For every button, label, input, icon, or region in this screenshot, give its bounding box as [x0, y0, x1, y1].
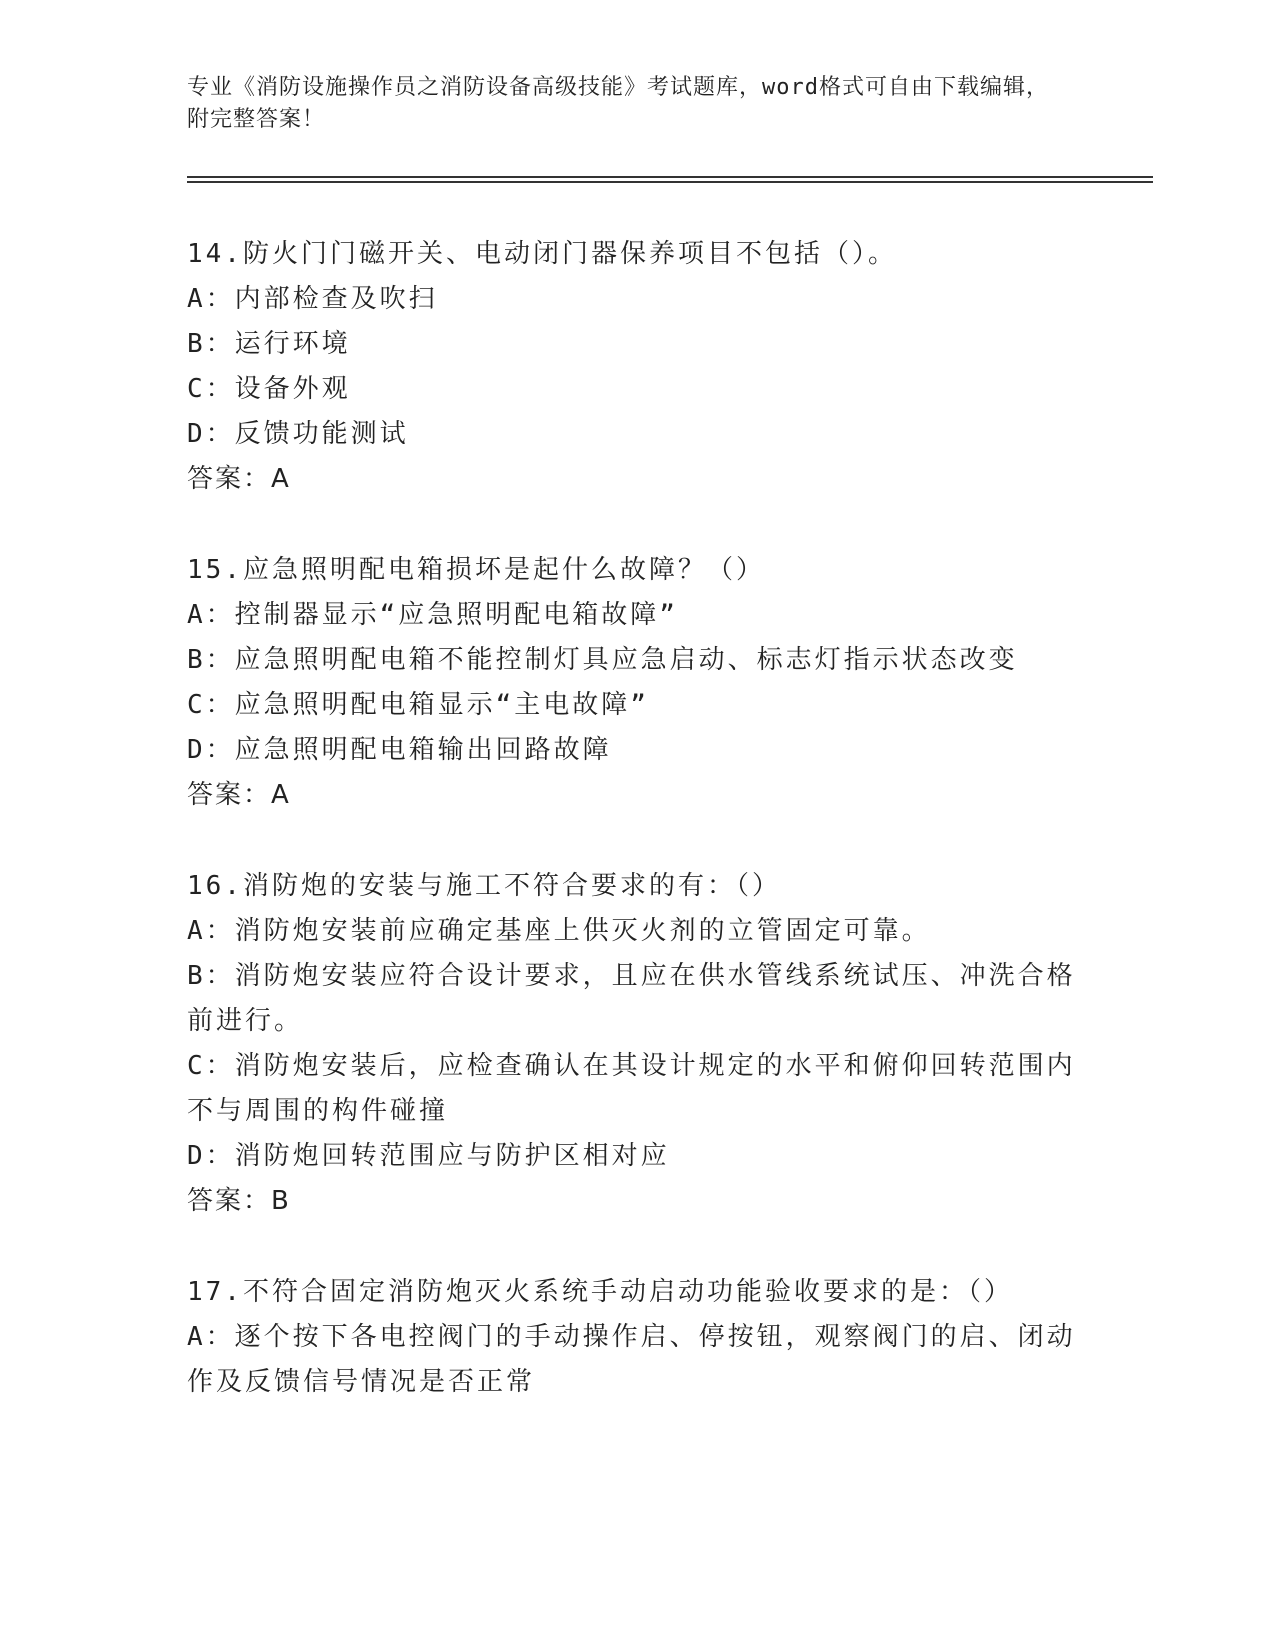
option-a: A：控制器显示“应急照明配电箱故障”	[187, 600, 678, 630]
option-a: A：内部检查及吹扫	[187, 284, 438, 314]
header-divider-top	[187, 176, 1153, 178]
header-divider-bottom	[187, 181, 1153, 183]
option-d: D：消防炮回转范围应与防护区相对应	[187, 1141, 670, 1171]
option-a: A：消防炮安装前应确定基座上供灭火剂的立管固定可靠。	[187, 916, 931, 946]
question-14	[187, 232, 1087, 502]
answer: 答案：A	[187, 780, 291, 810]
option-b: B：消防炮安装应符合设计要求，且应在供水管线系统试压、冲洗合格前进行。	[187, 961, 1076, 1036]
question-17	[187, 1270, 1087, 1405]
option-b: B：运行环境	[187, 329, 351, 359]
option-b: B：应急照明配电箱不能控制灯具应急启动、标志灯指示状态改变	[187, 645, 1018, 675]
question-stem: 16.消防炮的安装与施工不符合要求的有：（）	[187, 871, 781, 901]
answer: 答案：B	[187, 1186, 291, 1216]
option-a: A：逐个按下各电控阀门的手动操作启、停按钮，观察阀门的启、闭动作及反馈信号情况是否正常	[187, 1322, 1076, 1397]
question-list	[187, 232, 1087, 1451]
document-header: 专业《消防设施操作员之消防设备高级技能》考试题库，word格式可自由下载编辑，附完整答案！	[187, 75, 1049, 132]
option-d: D：应急照明配电箱输出回路故障	[187, 735, 612, 765]
option-c: C：应急照明配电箱显示“主电故障”	[187, 690, 649, 720]
option-c: C：消防炮安装后，应检查确认在其设计规定的水平和俯仰回转范围内不与周围的构件碰撞	[187, 1051, 1076, 1126]
question-stem: 15.应急照明配电箱损坏是起什么故障？（）	[187, 555, 765, 585]
option-d: D：反馈功能测试	[187, 419, 409, 449]
question-16	[187, 864, 1087, 1224]
question-stem: 14.防火门门磁开关、电动闭门器保养项目不包括（）。	[187, 239, 897, 269]
question-stem: 17.不符合固定消防炮灭火系统手动启动功能验收要求的是：（）	[187, 1277, 1013, 1307]
answer: 答案：A	[187, 464, 291, 494]
question-15	[187, 548, 1087, 818]
option-c: C：设备外观	[187, 374, 351, 404]
